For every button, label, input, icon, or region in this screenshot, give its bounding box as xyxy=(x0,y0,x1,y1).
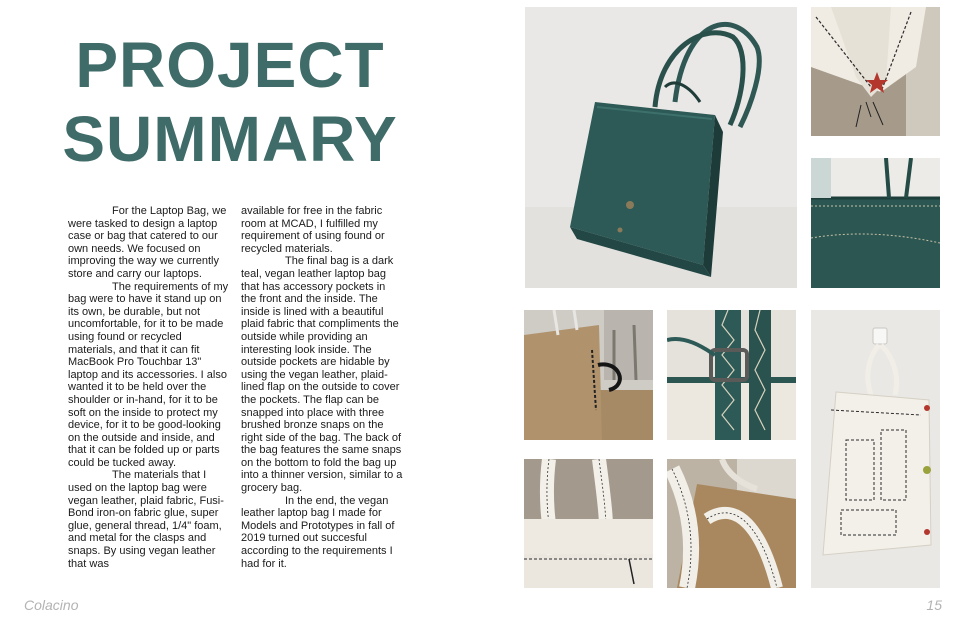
paragraph: In the end, the vegan leather laptop bag I made for Models and Prototypes in fall of 2019 turned out succesful according to the requirements I had for it. xyxy=(241,494,395,570)
photo-muslin-hanging-bag xyxy=(811,310,940,588)
footer-page-number: 15 xyxy=(926,597,942,613)
photo-muslin-cardboard-bag xyxy=(667,459,796,588)
photo-strap-buckle xyxy=(667,310,796,440)
photo-cardboard-prototype xyxy=(524,310,653,440)
page-title xyxy=(40,28,420,176)
photo-muslin-handles xyxy=(524,459,653,588)
photo-muslin-corner xyxy=(811,7,940,136)
body-column-1 xyxy=(68,205,230,570)
paragraph: The requirements of my bag were to have it stand up on its own, be durable, but not uncomfortable, for it to be made using found or recycled materials, and that it can fit MacBook Pro Touchbar 13" laptop and its accessories. I also wanted it to be held over the shoulder or in-hand, for it to be soft on the inside to protect my device, for it to be good-looking on the outside and inside, and that it can be folded up or parts could be tucked away. xyxy=(68,280,229,469)
paragraph: The materials that I used on the laptop bag were vegan leather, plaid fabric, Fusi-Bond iron-on fabric glue, super glue, general thread, 1/4" foam, and metal for the clasps and snaps. By using vegan leather that was xyxy=(68,469,224,570)
page-title-line-2: SUMMARY xyxy=(62,103,398,175)
paragraph: For the Laptop Bag, we were tasked to design a laptop case or bag that catered to our own needs. We focused on improving the way we currently store and carry our laptops. xyxy=(68,205,227,280)
photo-teal-bag xyxy=(525,7,797,288)
paragraph: available for free in the fabric room at MCAD, I fulfilled my requirement of using found or recycled materials. xyxy=(241,205,385,255)
footer-author: Colacino xyxy=(24,597,79,613)
body-column-2 xyxy=(241,205,403,570)
photo-teal-pocket xyxy=(811,158,940,288)
paragraph: The final bag is a dark teal, vegan leather laptop bag that has accessory pockets in the front and the inside. The inside is lined with a beautiful plaid fabric that compliments the outside while providing an interesting look inside. The outside pockets are hidable by using the vegan leather, plaid-lined flap on the outside to cover the pockets. The flap can be snapped into place with three brushed bronze snaps on the right side of the bag. The back of the bag features the same snaps on the bottom to fold the bag up into a thinner version, similar to a grocery bag. xyxy=(241,255,403,495)
page-title-line-1: PROJECT xyxy=(75,29,385,101)
